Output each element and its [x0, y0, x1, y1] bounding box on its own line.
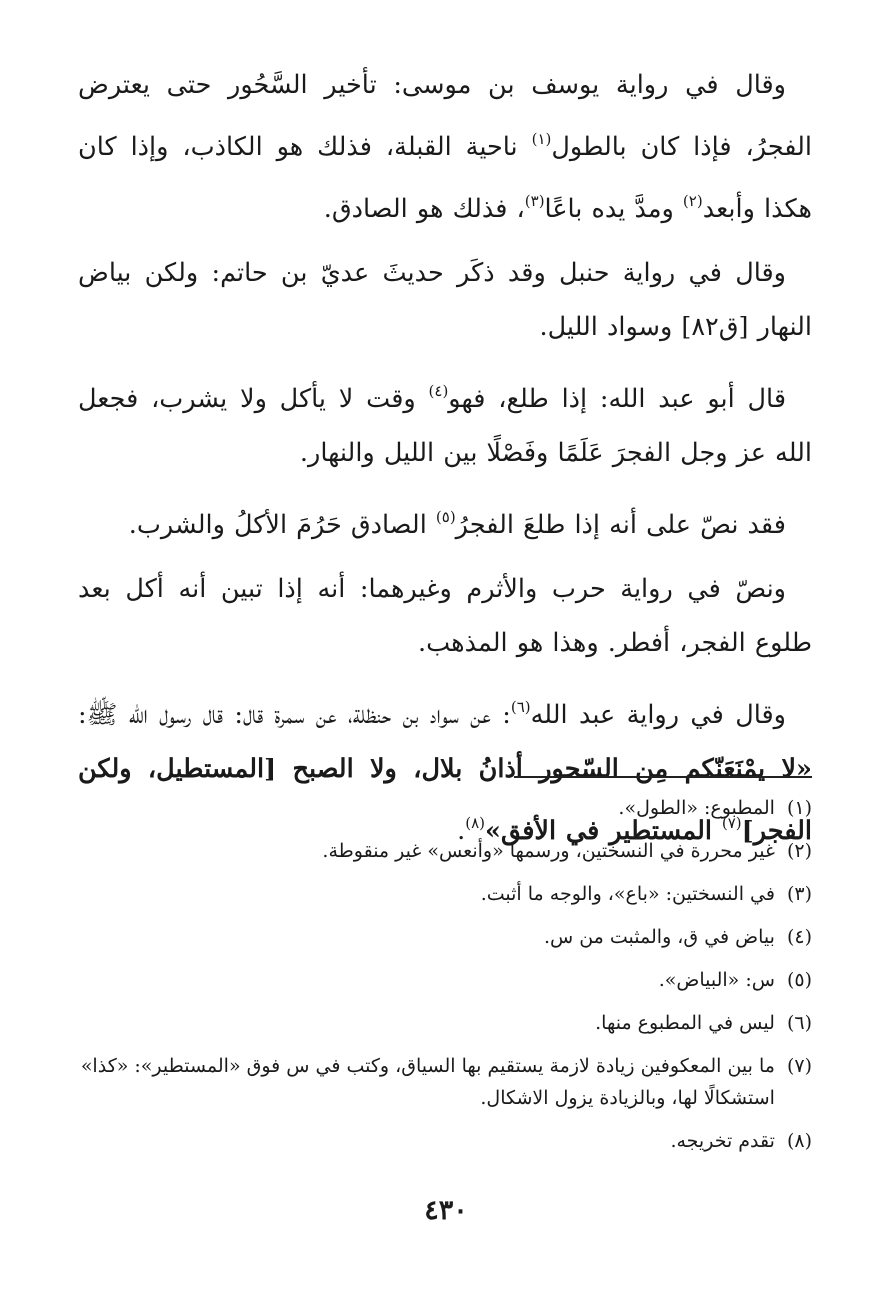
footnote-text: غير محررة في النسختين، ورسمها «وأنعس» غير منقوطة.: [322, 840, 775, 862]
paragraph-3: [78, 364, 812, 480]
footnote-number: (٧): [786, 1055, 812, 1077]
hadith-quote: «لا يمْنَعَنّكم مِن السّحور أذانُ بلال، ولا الصبح [المستطيل، ولكن الفجر]: [78, 754, 812, 846]
footnote-text: س: «البياض».: [658, 969, 775, 991]
footnote-text: تقدم تخريجه.: [670, 1130, 775, 1152]
paragraph-1: [78, 58, 812, 236]
paragraph-4: [78, 490, 812, 552]
text-segment: .: [457, 816, 466, 846]
text-segment: وقال في رواية حنبل وقد ذكَر حديثَ عديّ بن حاتم: ولكن بياض النهار [ق٨٢] وسواد الليل.: [78, 258, 812, 342]
text-segment: فقد نصّ على أنه إذا طلعَ الفجرُ: [455, 510, 786, 540]
footnote-text: في النسختين: «باع»، والوجه ما أثبت.: [480, 883, 775, 905]
footnote-divider: [514, 776, 812, 778]
footnote-marker-2[interactable]: (٢): [682, 192, 703, 210]
footnote-item: [78, 964, 812, 996]
footnote-item: [78, 1050, 812, 1114]
paragraph-2: [78, 246, 812, 354]
text-segment: وقت لا يأكل ولا يشرب، فجعل الله عز وجل الفجرَ عَلَمًا وفَصْلًا بين الليل والنهار.: [78, 384, 812, 468]
footnote-number: (٦): [786, 1012, 812, 1034]
text-segment: وقال في رواية عبد الله: [530, 700, 786, 730]
footnote-text: ليس في المطبوع منها.: [595, 1012, 775, 1034]
footnotes: [78, 792, 812, 1168]
footnote-number: (٨): [786, 1130, 812, 1152]
footnote-number: (٢): [786, 840, 812, 862]
footnote-marker-7[interactable]: (٧): [721, 814, 742, 832]
page-number: ٤٣٠: [424, 1195, 468, 1226]
footnote-text: المطبوع: «الطول».: [618, 797, 775, 819]
footnote-item: [78, 921, 812, 953]
paragraph-5: [78, 562, 812, 670]
footnote-marker-3[interactable]: (٣): [524, 192, 545, 210]
footnote-item: [78, 1125, 812, 1157]
text-segment: قال أبو عبد الله: إذا طلع، فهو: [448, 384, 787, 414]
footnote-number: (٣): [786, 883, 812, 905]
text-segment: ، فذلك هو الصادق.: [323, 194, 525, 224]
footnote-text: بياض في ق، والمثبت من س.: [543, 926, 775, 948]
footnote-marker-1[interactable]: (١): [531, 130, 552, 148]
hadith-quote-end: المستطير في الأفق»: [485, 816, 722, 846]
footnote-number: (١): [786, 797, 812, 819]
footnote-item: [78, 792, 812, 824]
footnote-marker-8[interactable]: (٨): [465, 814, 486, 832]
footnote-text: ما بين المعكوفين زيادة لازمة يستقيم بها السياق، وكتب في س فوق «المستطير»: «كذا» استشكالًا لها، وبالزيادة يزول الاشكال.: [80, 1055, 775, 1109]
footnote-item: [78, 835, 812, 867]
footnote-marker-5[interactable]: (٥): [435, 508, 456, 526]
footnote-number: (٤): [786, 926, 812, 948]
text-segment: ومدَّ يده باعًا: [544, 194, 683, 224]
text-segment: الصادق حَرُمَ الأكلُ والشرب.: [128, 510, 436, 540]
text-segment: ناحية القبلة، فذلك هو الكاذب، وإذا كان هكذا وأبعد: [78, 132, 812, 224]
footnote-marker-4[interactable]: (٤): [428, 382, 449, 400]
main-text: [78, 58, 812, 868]
text-segment: ونصّ في رواية حرب والأثرم وغيرهما: أنه إذا تبين أنه أكل بعد طلوع الفجر، أفطر. وهذا هو المذهب.: [78, 574, 812, 658]
text-segment: : عن سواد بن حنظلة، عن سمرة قال: قال رسول الله ﷺ:: [78, 700, 511, 730]
footnote-number: (٥): [786, 969, 812, 991]
footnote-item: [78, 1007, 812, 1039]
text-segment: وقال في رواية يوسف بن موسى: تأخير السَّحُور حتى يعترض الفجرُ، فإذا كان بالطول: [78, 70, 812, 162]
footnote-marker-6[interactable]: (٦): [510, 698, 531, 716]
footnote-item: [78, 878, 812, 910]
